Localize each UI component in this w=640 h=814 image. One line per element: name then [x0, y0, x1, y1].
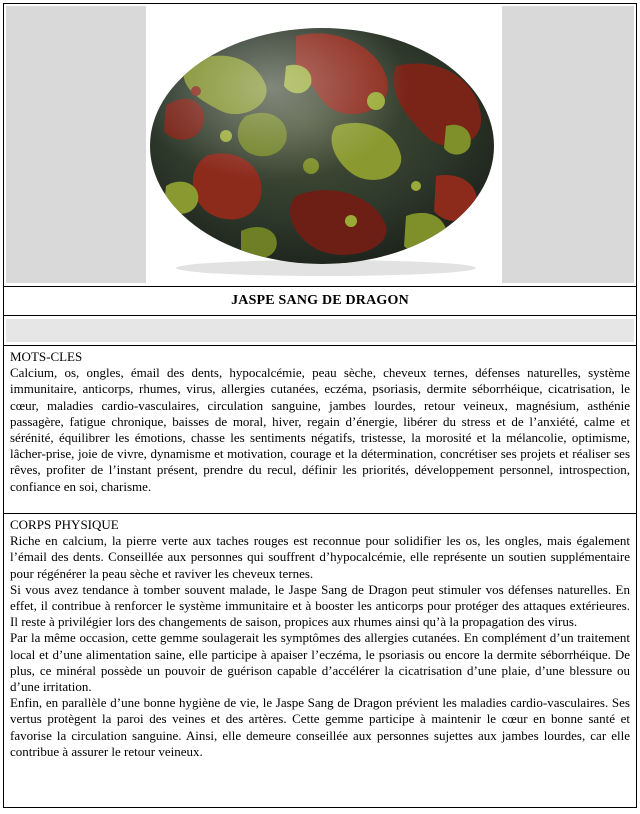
keywords-heading: MOTS-CLES: [10, 349, 83, 364]
product-title: JASPE SANG DE DRAGON: [4, 287, 636, 316]
image-cell: [4, 4, 636, 287]
keywords-section: [4, 346, 636, 514]
product-sheet: [3, 3, 637, 808]
physical-paragraph: Enfin, en parallèle d’une bonne hygiène de vie, le Jaspe Sang de Dragon prévient les maladies cardio-vasculaires. Ses vertus protègent la paroi des veines et des artères. Cette gemme participe à maintenir le cœur en bonne santé et favorise la circulation sanguine. Ainsi, elle demeure conseillée aux personnes sujettes aux jambes lourdes, car elle contribue à assurer le retour veineux.: [10, 695, 630, 759]
spacer-fill: [6, 319, 634, 342]
dragon-blood-jasper-stone: [146, 6, 502, 283]
physical-paragraph: Si vous avez tendance à tomber souvent malade, le Jaspe Sang de Dragon peut stimuler vos défenses naturelles. En effet, il contribue à renforcer le système immunitaire et à booster les anticorps pour protéger des attaques extérieures. Il reste à privilégier lors des changements de saison, propices aux rhumes ainsi qu’à la propagation des virus.: [10, 581, 630, 630]
physical-paragraph: Riche en calcium, la pierre verte aux taches rouges est reconnue pour solidifier les os, les ongles, mais également l’émail des dents. Conseillée aux personnes qui souffrent d’hypocalcémie, elle représente un soutien supplémentaire pour régénérer la peau sèche et raviver les cheveux ternes.: [10, 533, 630, 581]
stone-highlight: [150, 28, 494, 264]
physical-heading: CORPS PHYSIQUE: [10, 517, 119, 532]
product-photo: [6, 6, 634, 283]
physical-paragraph: Par la même occasion, cette gemme soulagerait les symptômes des allergies cutanées. En complément d’un traitement local et d’une alimentation saine, elle participe à apaiser l’eczéma, le psoriasis ou encore la dermite séborrhéique. De plus, ce minéral possède un pouvoir de guérison capable d’accélérer la cicatrisation d’une plaie, d’une blessure ou d’une irritation.: [10, 630, 630, 695]
photo-background: [146, 6, 502, 283]
keywords-text: Calcium, os, ongles, émail des dents, hypocalcémie, peau sèche, cheveux ternes, défenses naturelles, système immunitaire, anticorps, rhumes, virus, allergies cutanées, eczéma, psoriasis, dermite séborrhéique, cicatrisation, le cœur, maladies cardio-vasculaires, circulation sanguine, jambes lourdes, retour veineux, magnésium, asthénie passagère, fatigue chronique, baisses de moral, hiver, regain d’énergie, libérer du stress et de l’anxiété, calme et sérénité, équilibrer les émotions, chasse les sentiments négatifs, tristesse, la morosité et la mélancolie, optimisme, lâcher-prise, joie de vivre, dynamisme et motivation, courage et la détermination, concrétiser ses projets et réaliser ses rêves, profiter de l’instant présent, prendre du recul, définir les priorités, développement personnel, introspection, confiance en soi, charisme.: [10, 365, 630, 494]
physical-section: [4, 514, 636, 764]
spacer-row: [4, 316, 636, 346]
